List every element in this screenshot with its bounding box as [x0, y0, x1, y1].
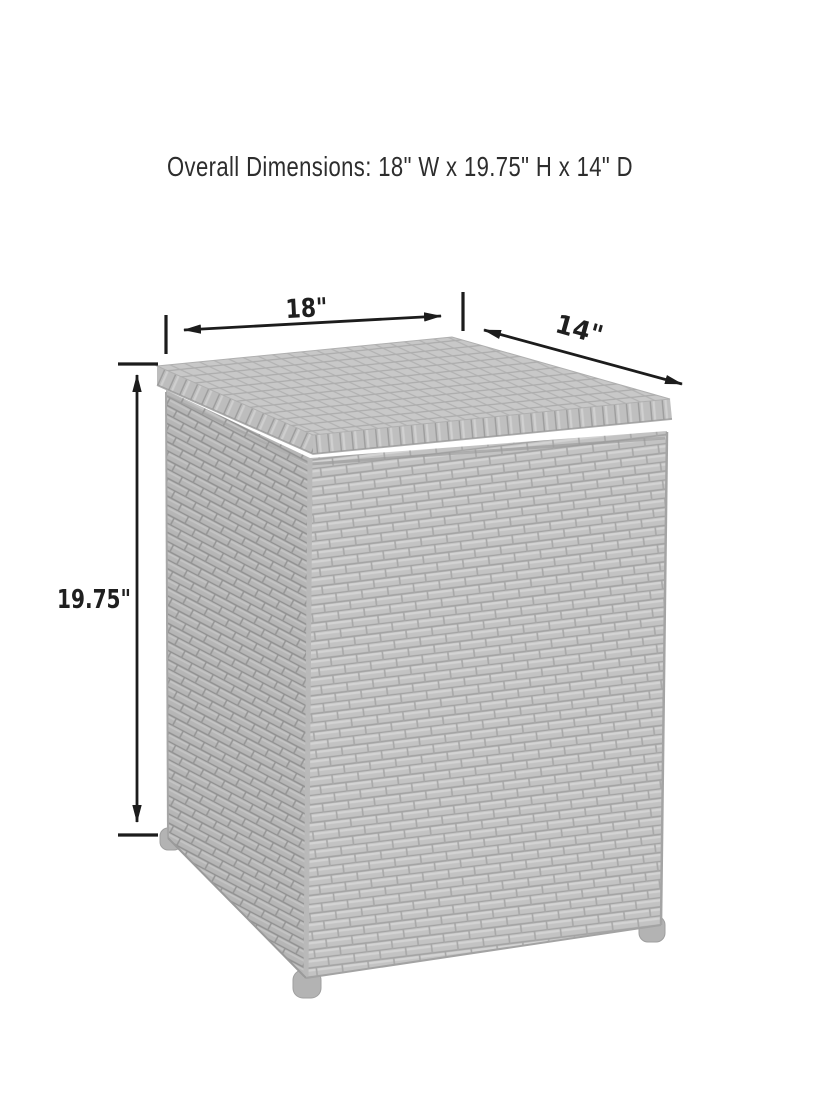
width-dimension-label: 18": [284, 292, 337, 326]
product-illustration: [157, 337, 672, 998]
height-dimension-label: 19.75": [57, 585, 131, 615]
page-title: Overall Dimensions: 18" W x 19.75" H x 14" D: [167, 151, 633, 182]
front-face: [306, 431, 667, 978]
depth-dimension-label: 14": [552, 309, 608, 352]
left-face: [166, 390, 310, 978]
